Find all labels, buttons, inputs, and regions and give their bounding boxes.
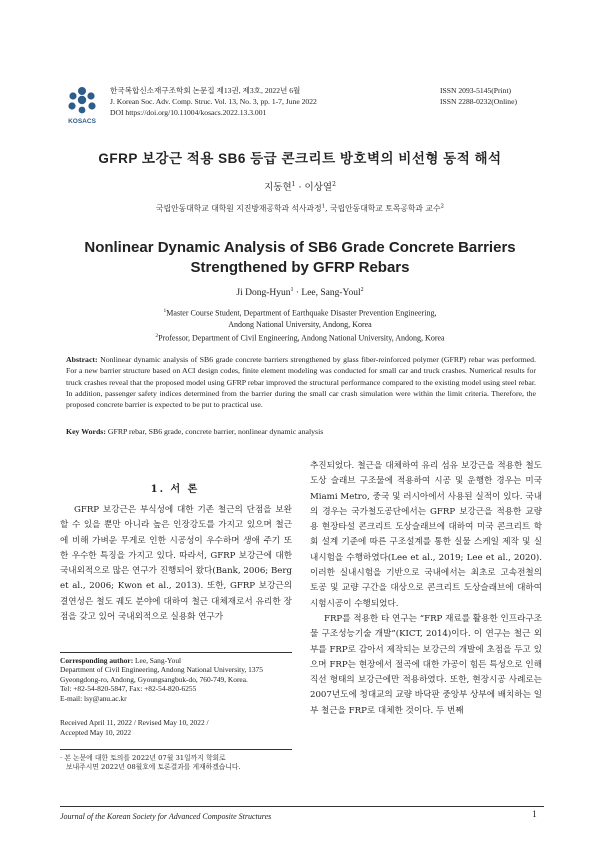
author-2: 이상열 — [304, 182, 333, 193]
abstract — [66, 354, 536, 410]
paragraph-right-2: FRP를 적용한 타 연구는 “FRP 재료를 활용한 인프라구조물 구조성능기술 개발”(KICT, 2014)이다. 이 연구는 철근 외부를 FRP로 감아서 제작되는 보강근의 개발에 초점을 두고 있으며 FRP는 현장에서 절곡에 대한 가공이 힘든 특성으로 인해 직선 형태의 보강근에만 적용하였다. 또한, 현장시공 사례로는 2007년도에 청대교의 교량 바닥판 중앙부 상부에 배치하는 일부 철근을 FRP로 대체한 것이다. 두 번째 — [310, 613, 542, 716]
author-2-sup: 2 — [332, 180, 336, 188]
paragraph-left-1: GFRP 보강근은 부식성에 대한 기존 철근의 단점을 보완할 수 있을 뿐만 아니라 높은 인장강도를 가지고 있으며 철근에 비해 가벼운 무게로 인한 시공성이 우수하며 생애 주기 또한 우수한 특징을 가지고 있다. 따라서, GFRP 보강근에 대한 국내외적으로 많은 연구가 진행되어 왔다(Bank, 2006; Berg et al., 2006; Kwon et al., 2013). 또한, GFRP 보강근의 결연성은 철도 궤도 분야에 대하여 철근 대체재로서 유리한 장점을 갖고 있어 국내외적으로 실용화 연구가 — [60, 505, 292, 623]
kosacs-logo — [60, 85, 104, 125]
corresponding-label: Corresponding author: — [60, 656, 134, 665]
author-separator: · — [295, 182, 305, 193]
affil-en-sup-2: 2 — [155, 332, 159, 339]
footer-journal-name: Journal of the Korean Society for Advanced Composite Structures — [60, 812, 272, 821]
affil-en-line-3: Professor, Department of Civil Engineering, Andong National University, Andong, Korea — [158, 333, 445, 343]
keywords-label: Key Words: — [66, 427, 106, 436]
abstract-text: Nonlinear dynamic analysis of SB6 grade concrete barriers strengthened by glass fiber-reinforced polymer (GFRP) rebar was performed. For a new barrier structure based on ACI design codes, finite element modeling was conducted for small car and truck crashes. Numerical results for truck crashes reveal that the proposed model using GFRP rebar improved the structural performance compared to the existing model using steel rebar. In addition, passenger safety indices determined from the barrier during the small car crash simulation were within the limit criteria. Therefore, the proposed concrete barrier is expected to be put to practical use. — [66, 355, 536, 410]
affiliation-2: , 국립안동대학교 토목공학과 교수 — [325, 204, 441, 213]
doi-line[interactable]: DOI https://doi.org/10.11004/kosacs.2022.13.3.001 — [110, 108, 267, 118]
citation-line-ko: 한국복합신소재구조학회 논문집 제13권, 제3호, 2022년 6월 — [110, 86, 301, 95]
corresponding-phone: Tel: +82-54-820-5847, Fax: +82-54-820-6255 — [60, 684, 197, 694]
corresponding-address: Department of Civil Engineering, Andong National University, 1375 Gyeongdong-ro, Andong, Gyoungsangbuk-do, 760-749, Korea. — [60, 665, 263, 684]
authors-korean — [0, 179, 600, 193]
note-line-2: 보내주시면 2022년 08월호에 토론결과를 게재하겠습니다. — [66, 763, 241, 771]
affiliation-1: 국립안동대학교 대학원 지진방재공학과 석사과정 — [156, 204, 322, 213]
received-dates — [60, 718, 292, 738]
keywords-text: GFRP rebar, SB6 grade, concrete barrier, nonlinear dynamic analysis — [107, 427, 324, 436]
left-column-body — [60, 503, 292, 625]
discussion-note — [60, 749, 292, 772]
citation-line-en: J. Korean Soc. Adv. Comp. Struc. Vol. 13, No. 3, pp. 1-7, June 2022 — [110, 97, 317, 107]
title-english — [0, 238, 600, 278]
logo-text: KOSACS — [68, 118, 96, 125]
section-heading-introduction: 1. 서 론 — [150, 484, 200, 495]
affiliation-2-sup: 2 — [440, 203, 444, 210]
title-english-line-2: Strengthened by GFRP Rebars — [190, 259, 410, 276]
received-line-1: Received April 11, 2022 / Revised May 10, 2022 / — [60, 718, 209, 727]
affil-en-sup-1: 1 — [163, 308, 167, 314]
keywords — [66, 427, 536, 436]
abstract-label: Abstract: — [66, 355, 98, 364]
right-column-body — [310, 459, 542, 719]
affiliation-english — [0, 306, 600, 344]
author-en-1-sup: 1 — [290, 287, 294, 293]
issn-online: ISSN 2288-0232(Online) — [440, 97, 517, 107]
affiliation-1-sup: 1 — [321, 203, 326, 210]
corresponding-name: Lee, Sang-Youl — [133, 656, 182, 665]
affil-en-line-1: Master Course Student, Department of Earthquake Disaster Prevention Engineering, — [166, 308, 437, 318]
authors-english — [0, 287, 600, 298]
author-en-2-sup: 2 — [360, 287, 364, 293]
issn-block — [440, 85, 560, 107]
author-1: 지동현 — [264, 182, 292, 193]
issn-print: ISSN 2093-5145(Print) — [440, 86, 512, 95]
title-english-line-1: Nonlinear Dynamic Analysis of SB6 Grade Concrete Barriers — [84, 239, 516, 256]
author-en-separator: · — [293, 288, 302, 299]
corresponding-author — [60, 652, 292, 703]
affiliation-korean — [0, 203, 600, 214]
author-en-2: Lee, Sang-Youl — [301, 288, 361, 299]
corresponding-email[interactable]: E-mail: lsy@anu.ac.kr — [60, 693, 127, 703]
affil-en-line-2: Andong National University, Andong, Korea — [228, 320, 372, 330]
author-en-1: Ji Dong-Hyun — [236, 288, 291, 299]
footer-divider — [60, 806, 544, 807]
received-line-2: Accepted May 10, 2022 — [60, 728, 132, 738]
paragraph-right-1: 추진되었다. 철근을 대체하여 유리 섬유 보강근을 적용한 철도 도상 슬래브 구조물에 적용하여 시공 및 운행한 경우는 미국 Miami Metro, 중국 및 러시아에서 사용된 실적이 있다. 국내의 경우는 국가철도공단에서는 GFRP 보강근을 적용한 교량용 현장타설 콘크리트 도상슬래브에 대하여 미국 콘크리트 학회 설계 기준에 따른 구조설계를 통한 실물 스케일 제작 및 실내시험을 수행하였다(Lee et al., 2019; Lee et al., 2020). 이러한 실내시험을 기반으로 국내에서는 최초로 고속전철의 토공 및 교량 구간을 대상으로 콘크리트 도상슬래브에 대하여 시험시공이 수행되었다. — [310, 461, 542, 609]
journal-citation — [110, 85, 410, 119]
page-number: 1 — [532, 810, 537, 820]
author-1-sup: 1 — [291, 180, 296, 188]
title-korean: GFRP 보강근 적용 SB6 등급 콘크리트 방호벽의 비선형 동적 해석 — [98, 151, 502, 166]
note-line-1: · 본 논문에 대한 토의를 2022년 07월 31일까지 학회로 — [60, 754, 226, 762]
